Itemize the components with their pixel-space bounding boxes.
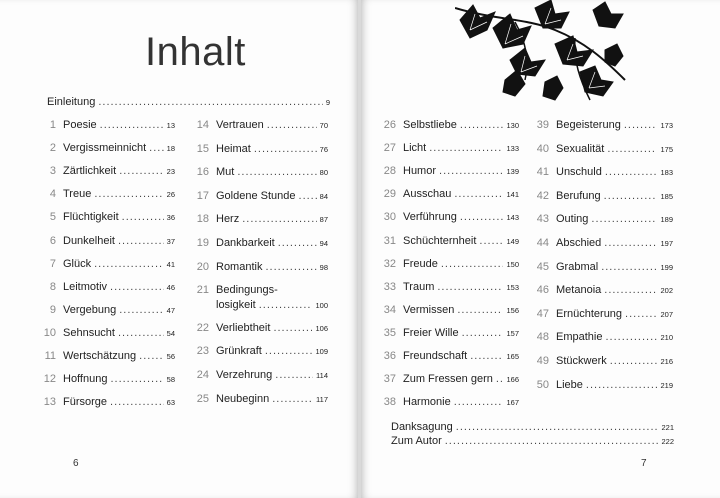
chapter-number: 9 <box>49 303 56 316</box>
toc-page: 149 <box>506 236 519 246</box>
toc-label: Mut <box>216 166 235 179</box>
toc-label: Freude <box>403 257 438 270</box>
toc-label: Vertrauen <box>216 119 264 131</box>
toc-label: Sexualität <box>556 142 605 155</box>
toc-label: Wertschätzung <box>63 350 137 362</box>
toc-entry[interactable] <box>193 369 328 381</box>
toc-label: Verliebtheit <box>216 321 271 334</box>
toc-entry[interactable] <box>533 190 673 202</box>
toc-entry[interactable] <box>193 166 328 178</box>
toc-page: 166 <box>506 375 519 385</box>
chapter-number: 10 <box>43 326 56 339</box>
toc-label: Zum Autor <box>391 435 442 447</box>
toc-page: 173 <box>660 121 673 130</box>
chapter-number: 11 <box>44 350 56 362</box>
toc-entry[interactable] <box>380 350 519 362</box>
toc-page: 56 <box>166 352 175 361</box>
chapter-number: 33 <box>383 280 396 293</box>
toc-entry-intro[interactable] <box>47 96 330 108</box>
leader-dots <box>470 350 503 362</box>
toc-entry[interactable] <box>193 143 328 155</box>
toc-label: Einleitung <box>47 96 96 108</box>
toc-entry[interactable] <box>193 393 328 405</box>
chapter-number: 45 <box>536 260 549 273</box>
leader-dots <box>100 119 164 131</box>
toc-page: 106 <box>315 323 328 333</box>
toc-entry[interactable] <box>40 373 175 385</box>
toc-label: Romantik <box>216 260 263 273</box>
chapter-number: 7 <box>49 257 56 270</box>
toc-page: 167 <box>506 398 519 408</box>
toc-page: 63 <box>166 398 175 408</box>
chapter-number: 27 <box>383 142 396 155</box>
toc-page: 156 <box>506 305 519 315</box>
toc-page: 143 <box>506 213 519 223</box>
toc-page: 199 <box>660 262 673 272</box>
toc-page: 130 <box>506 121 519 130</box>
chapter-number: 38 <box>383 396 396 409</box>
toc-entry[interactable] <box>380 142 519 154</box>
toc-page: 13 <box>166 121 175 130</box>
chapter-number: 41 <box>536 166 549 179</box>
toc-label: Ernüchterung <box>556 307 623 320</box>
page-title: Inhalt <box>145 30 246 74</box>
chapter-number: 13 <box>43 396 56 409</box>
toc-page: 70 <box>319 121 328 130</box>
leader-dots <box>94 188 163 200</box>
toc-entry[interactable] <box>533 261 673 273</box>
toc-entry[interactable] <box>193 119 328 131</box>
toc-page: 58 <box>166 375 175 385</box>
leader-dots <box>591 213 657 225</box>
toc-page: 222 <box>661 437 674 446</box>
leader-dots <box>445 435 659 447</box>
toc-label: Hoffnung <box>63 373 108 386</box>
chapter-number: 3 <box>49 165 56 178</box>
chapter-number: 28 <box>383 165 396 178</box>
toc-label: Danksagung <box>391 421 453 433</box>
chapter-number: 12 <box>43 373 56 386</box>
chapter-number: 5 <box>49 211 56 224</box>
toc-page: 150 <box>506 259 519 269</box>
leader-dots <box>625 308 657 320</box>
chapter-number: 37 <box>383 373 396 386</box>
toc-entry[interactable] <box>193 322 328 334</box>
chapter-number: 44 <box>536 237 549 249</box>
toc-page: 221 <box>661 423 674 432</box>
chapter-number: 15 <box>196 142 209 155</box>
toc-label: Goldene Stunde <box>216 189 296 202</box>
toc-page: 80 <box>319 168 328 178</box>
leader-dots <box>110 396 164 408</box>
toc-label: Berufung <box>556 189 601 202</box>
toc-page: 139 <box>506 167 519 177</box>
toc-label: Empathie <box>556 331 603 344</box>
toc-page: 94 <box>319 239 328 248</box>
toc-label: Freier Wille <box>403 326 459 339</box>
toc-label: Outing <box>556 213 589 226</box>
chapter-number: 29 <box>383 188 396 201</box>
leader-dots <box>456 421 659 433</box>
toc-page: 84 <box>319 191 328 201</box>
toc-label: Herz <box>216 213 240 226</box>
leader-dots <box>605 166 658 178</box>
toc-label: Harmonie <box>403 396 451 409</box>
toc-entry[interactable] <box>380 165 519 177</box>
toc-entry[interactable] <box>193 345 328 357</box>
leader-dots <box>139 350 163 362</box>
chapter-number: 6 <box>49 234 56 247</box>
toc-page: 76 <box>319 144 328 154</box>
toc-label: Metanoia <box>556 284 602 297</box>
leader-dots <box>254 143 317 155</box>
leader-dots <box>110 281 164 293</box>
leader-dots <box>437 281 503 293</box>
toc-page: 202 <box>660 286 673 296</box>
toc-label: Verführung <box>403 211 457 224</box>
toc-page: 117 <box>316 394 328 404</box>
toc-page: 114 <box>316 371 328 380</box>
toc-entry[interactable] <box>40 281 175 293</box>
chapter-number: 21 <box>196 284 209 297</box>
toc-page: 133 <box>506 144 519 154</box>
leader-dots <box>624 119 658 131</box>
leader-dots <box>149 142 164 154</box>
toc-entry[interactable] <box>40 396 175 408</box>
toc-entry[interactable] <box>193 261 328 273</box>
toc-page: 153 <box>506 282 519 292</box>
toc-entry[interactable] <box>40 235 175 247</box>
toc-label: Grabmal <box>556 260 599 273</box>
toc-entry[interactable] <box>40 142 175 154</box>
leader-dots <box>273 322 312 334</box>
toc-entry[interactable] <box>40 327 175 339</box>
toc-page: 98 <box>319 262 328 272</box>
chapter-number: 8 <box>49 280 56 293</box>
toc-label: Ausschau <box>403 188 452 201</box>
toc-label: Humor <box>403 165 437 178</box>
toc-entry[interactable] <box>533 213 673 225</box>
leader-dots <box>479 235 503 247</box>
toc-label: Treue <box>63 188 92 201</box>
leader-dots <box>237 166 316 178</box>
toc-entry[interactable] <box>40 258 175 270</box>
toc-page: 216 <box>660 357 673 366</box>
chapter-number: 23 <box>196 345 209 358</box>
toc-label: Sehnsucht <box>63 326 115 339</box>
chapter-number: 32 <box>383 257 396 270</box>
toc-label: Flüchtigkeit <box>63 211 119 224</box>
chapter-number: 40 <box>536 142 549 155</box>
leader-dots <box>605 331 657 343</box>
leader-dots <box>604 190 658 202</box>
toc-label: Vermissen <box>403 303 455 316</box>
chapter-number: 14 <box>196 119 209 131</box>
toc-entry[interactable] <box>533 331 673 343</box>
toc-page: 197 <box>660 239 673 248</box>
page-number: 7 <box>641 458 647 469</box>
leader-dots <box>457 304 503 316</box>
toc-page: 36 <box>166 213 175 223</box>
leader-dots <box>119 304 163 316</box>
toc-entry[interactable] <box>40 304 175 316</box>
toc-page: 41 <box>166 259 175 269</box>
toc-page: 141 <box>506 190 519 200</box>
toc-label: Stückwerk <box>556 355 607 367</box>
chapter-number: 42 <box>536 189 549 202</box>
toc-entry[interactable] <box>380 327 519 339</box>
toc-label: Bedingungs- <box>216 284 278 297</box>
chapter-number: 50 <box>536 378 549 391</box>
chapter-number: 2 <box>49 142 56 155</box>
toc-label: Glück <box>63 257 92 270</box>
leader-dots <box>460 119 504 131</box>
toc-entry[interactable] <box>391 421 674 433</box>
toc-entry[interactable] <box>193 237 328 249</box>
toc-page: 54 <box>166 328 175 338</box>
leader-dots <box>267 119 317 131</box>
toc-label-continued: losigkeit <box>216 299 256 312</box>
toc-page: 189 <box>660 215 673 225</box>
leader-dots <box>460 211 504 223</box>
toc-label: Dankbarkeit <box>216 237 275 249</box>
toc-entry[interactable] <box>380 119 519 131</box>
leader-dots <box>265 345 313 357</box>
chapter-number: 26 <box>383 119 396 131</box>
toc-entry[interactable] <box>533 119 673 131</box>
toc-entry[interactable] <box>533 355 673 367</box>
chapter-number: 36 <box>383 350 396 362</box>
toc-entry[interactable] <box>533 379 673 391</box>
leader-dots <box>462 327 504 339</box>
toc-label: Fürsorge <box>63 396 108 409</box>
toc-entry[interactable] <box>40 350 175 362</box>
leader-dots <box>275 369 313 381</box>
toc-page: 26 <box>166 190 175 200</box>
toc-entry[interactable] <box>380 304 519 316</box>
chapter-number: 48 <box>536 331 549 344</box>
toc-page: 165 <box>506 352 519 361</box>
toc-label: Poesie <box>63 119 97 131</box>
chapter-number: 17 <box>196 189 209 202</box>
toc-page: 175 <box>660 144 673 154</box>
leader-dots <box>604 237 657 249</box>
toc-page: 46 <box>166 282 175 292</box>
chapter-number: 1 <box>49 119 56 131</box>
chapter-number: 30 <box>383 211 396 224</box>
chapter-number: 39 <box>536 119 549 131</box>
toc-label: Unschuld <box>556 166 602 179</box>
toc-page: 87 <box>319 215 328 225</box>
toc-page: 9 <box>325 98 330 107</box>
toc-label: Zum Fressen gern <box>403 373 493 386</box>
toc-label: Leitmotiv <box>63 280 108 293</box>
chapter-number: 47 <box>536 307 549 320</box>
leader-dots <box>496 373 504 385</box>
toc-label: Freundschaft <box>403 350 468 362</box>
leader-dots <box>454 396 504 408</box>
leader-dots <box>122 211 164 223</box>
chapter-number: 18 <box>196 213 209 226</box>
toc-label: Vergebung <box>63 303 117 316</box>
toc-entry[interactable] <box>533 284 673 296</box>
toc-entry[interactable] <box>193 213 328 225</box>
chapter-number: 22 <box>196 321 209 334</box>
toc-entry[interactable] <box>40 119 175 131</box>
toc-entry[interactable] <box>193 190 328 202</box>
chapter-number: 34 <box>383 303 396 316</box>
chapter-number: 24 <box>196 369 209 381</box>
leader-dots <box>441 258 504 270</box>
toc-entry[interactable] <box>380 211 519 223</box>
toc-entry[interactable] <box>380 258 519 270</box>
leader-dots <box>110 373 163 385</box>
leader-dots <box>429 142 503 154</box>
left-page <box>0 0 358 498</box>
toc-label: Abschied <box>556 237 602 249</box>
toc-label: Liebe <box>556 378 583 391</box>
ivy-illustration <box>455 0 630 112</box>
chapter-number: 35 <box>383 326 396 339</box>
leader-dots <box>242 213 316 225</box>
leader-dots <box>586 379 658 391</box>
toc-label: Selbstliebe <box>403 119 457 131</box>
toc-page: 37 <box>166 236 175 246</box>
chapter-number: 4 <box>49 188 56 201</box>
leader-dots <box>272 393 313 405</box>
toc-entry[interactable] <box>533 237 673 249</box>
toc-label: Licht <box>403 142 427 155</box>
toc-page: 47 <box>166 305 175 315</box>
toc-label: Begeisterung <box>556 119 621 131</box>
leader-dots <box>601 261 657 273</box>
page-number: 6 <box>73 458 79 469</box>
toc-entry[interactable] <box>380 235 519 247</box>
toc-entry[interactable] <box>533 166 673 178</box>
leader-dots <box>610 355 658 367</box>
chapter-number: 25 <box>196 392 209 405</box>
leader-dots <box>604 284 657 296</box>
toc-entry[interactable] <box>380 396 519 408</box>
leader-dots <box>119 165 163 177</box>
leader-dots <box>454 188 503 200</box>
chapter-number: 49 <box>536 355 549 367</box>
toc-entry[interactable] <box>380 373 519 385</box>
toc-label: Zärtlichkeit <box>63 165 117 178</box>
toc-entry[interactable] <box>40 211 175 223</box>
toc-page: 100 <box>315 301 328 311</box>
chapter-number: 20 <box>196 260 209 273</box>
leader-dots <box>278 237 317 249</box>
toc-label: Vergissmeinnicht <box>63 142 147 155</box>
toc-entry[interactable] <box>40 165 175 177</box>
toc-page: 23 <box>166 167 175 177</box>
toc-page: 157 <box>506 328 519 338</box>
toc-label: Dunkelheit <box>63 234 115 247</box>
toc-label: Traum <box>403 280 435 293</box>
toc-label: Heimat <box>216 142 251 155</box>
toc-page: 185 <box>660 191 673 201</box>
toc-entry[interactable] <box>391 435 674 447</box>
toc-entry[interactable] <box>40 188 175 200</box>
toc-page: 207 <box>660 309 673 319</box>
toc-label: Grünkraft <box>216 345 262 358</box>
chapter-number: 31 <box>383 234 396 247</box>
toc-page: 18 <box>166 144 175 154</box>
toc-entry[interactable] <box>380 281 519 293</box>
chapter-number: 46 <box>536 284 549 297</box>
leader-dots <box>299 190 317 202</box>
toc-label: Verzehrung <box>216 369 273 381</box>
toc-page: 210 <box>660 333 673 343</box>
toc-entry[interactable] <box>533 143 673 155</box>
leader-dots <box>118 327 164 339</box>
leader-dots <box>98 96 323 108</box>
toc-entry[interactable] <box>533 308 673 320</box>
toc-page: 219 <box>660 380 673 390</box>
toc-entry[interactable] <box>193 284 328 311</box>
leader-dots <box>259 299 313 311</box>
toc-page: 183 <box>660 168 673 178</box>
chapter-number: 43 <box>536 213 549 226</box>
leader-dots <box>118 235 164 247</box>
chapter-number: 16 <box>196 166 209 179</box>
toc-page: 109 <box>315 347 328 357</box>
toc-entry[interactable] <box>380 188 519 200</box>
toc-label: Schüchternheit <box>403 234 477 247</box>
leader-dots <box>607 143 657 155</box>
leader-dots <box>94 258 164 270</box>
toc-label: Neubeginn <box>216 392 270 405</box>
leader-dots <box>265 261 316 273</box>
leader-dots <box>439 165 503 177</box>
chapter-number: 19 <box>196 237 209 249</box>
